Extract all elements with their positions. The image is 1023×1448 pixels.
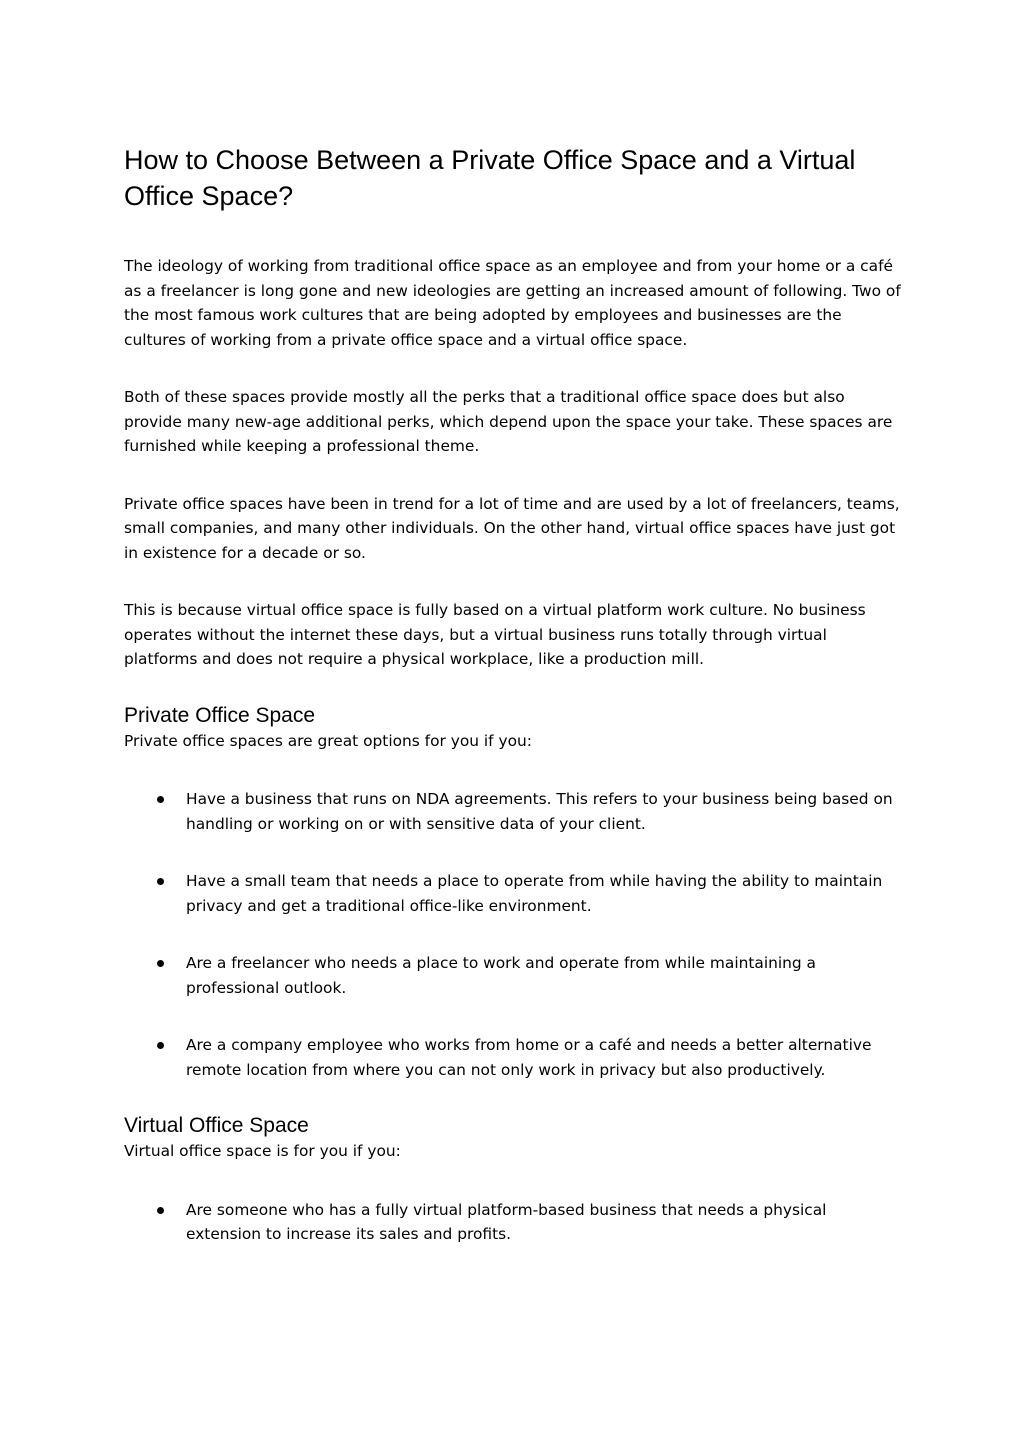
- bullet-icon: [157, 878, 164, 885]
- list-item-text: Have a small team that needs a place to operate from while having the ability to maintain privacy and get a traditional office-like environment.: [186, 872, 883, 915]
- document-content: [124, 142, 904, 1247]
- list-item-text: Are a company employee who works from home or a café and needs a better alternative remote location from where you can not only work in privacy but also productively.: [186, 1036, 872, 1079]
- paragraph-3: Private office spaces have been in trend for a lot of time and are used by a lot of freelancers, teams, small companies, and many other individuals. On the other hand, virtual office spaces have just got in existence for a decade or so.: [124, 494, 900, 562]
- list-item: [124, 1198, 904, 1247]
- list-item-text: Are a freelancer who needs a place to work and operate from while maintaining a professional outlook.: [186, 954, 816, 997]
- document-title: How to Choose Between a Private Office Space and a Virtual Office Space?: [124, 145, 856, 211]
- virtual-office-list: [124, 1198, 904, 1247]
- private-office-list: [124, 787, 904, 1082]
- private-office-intro: Private office spaces are great options for you if you:: [124, 731, 532, 750]
- paragraph-4: This is because virtual office space is fully based on a virtual platform work culture. No business operates without the internet these days, but a virtual business runs totally through virtual platforms and does not require a physical workplace, like a production mill.: [124, 601, 866, 668]
- list-item: [124, 787, 904, 836]
- virtual-office-intro: Virtual office space is for you if you:: [124, 1142, 401, 1160]
- bullet-icon: [157, 796, 164, 803]
- virtual-office-heading: Virtual Office Space: [124, 1114, 309, 1137]
- paragraph-2: Both of these spaces provide mostly all the perks that a traditional office space does but also provide many new-age additional perks, which depend upon the space your take. These spaces are furnished while keeping a professional theme.: [124, 388, 893, 455]
- bullet-icon: [157, 1042, 164, 1049]
- list-item: [124, 951, 904, 1000]
- list-item-text: Have a business that runs on NDA agreements. This refers to your business being based on handling or working on or with sensitive data of your client.: [186, 790, 893, 833]
- list-item: [124, 869, 904, 918]
- bullet-icon: [157, 960, 164, 967]
- bullet-icon: [157, 1207, 164, 1214]
- paragraph-1: The ideology of working from traditional office space as an employee and from your home or a café as a freelancer is long gone and new ideologies are getting an increased amount of following. Two of the most famous work cultures that are being adopted by employees and businesses are the cultures of working from a private office space and a virtual office space.: [124, 257, 901, 349]
- list-item-text: Are someone who has a fully virtual platform-based business that needs a physical extension to increase its sales and profits.: [186, 1200, 827, 1243]
- list-item: [124, 1033, 904, 1082]
- private-office-heading: Private Office Space: [124, 703, 316, 727]
